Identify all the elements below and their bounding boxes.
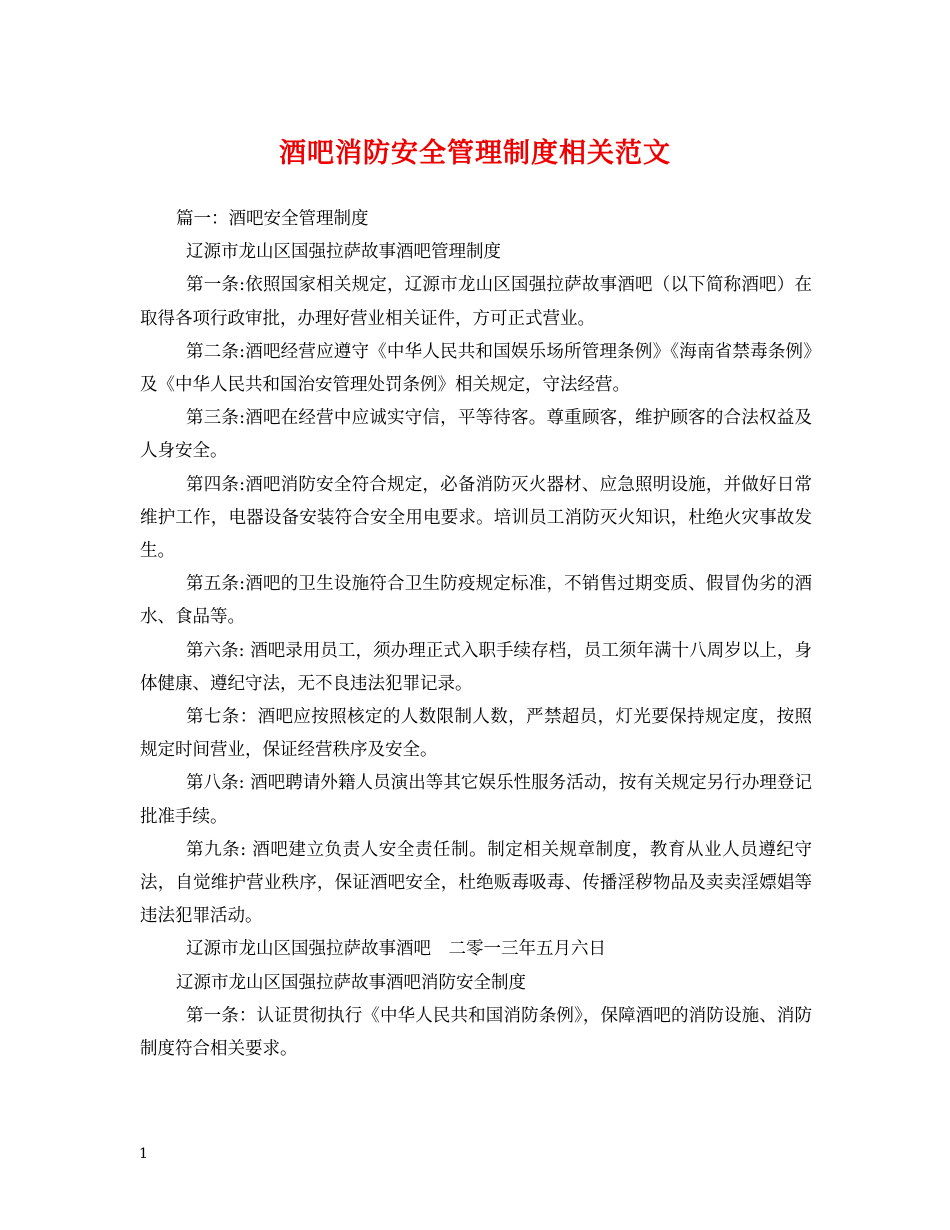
page-number: 1 [139,1146,148,1162]
article-paragraph: 第五条:酒吧的卫生设施符合卫生防疫规定标准，不销售过期变质、假冒伪劣的酒水、食品等。 [140,574,812,628]
article-paragraph: 第一条:依照国家相关规定，辽源市龙山区国强拉萨故事酒吧（以下简称酒吧）在取得各项行政审批，办理好营业相关证件，方可正式营业。 [140,275,812,329]
article-paragraph: 第一条：认证贯彻执行《中华人民共和国消防条例》，保障酒吧的消防设施、消防制度符合相关要求。 [140,1005,812,1060]
article-paragraph: 第三条:酒吧在经营中应诚实守信，平等待客。尊重顾客，维护顾客的合法权益及人身安全。 [140,408,812,462]
subsection-heading: 辽源市龙山区国强拉萨故事酒吧管理制度 [186,242,501,263]
section-heading: 篇一：酒吧安全管理制度 [176,209,369,229]
document-title: 酒吧消防安全管理制度相关范文 [279,138,671,169]
article-paragraph: 第六条: 酒吧录用员工，须办理正式入职手续存档，员工须年满十八周岁以上，身体健康、遵纪守法，无不良违法犯罪记录。 [140,640,812,694]
subsection-heading: 辽源市龙山区国强拉萨故事酒吧消防安全制度 [176,972,526,993]
signature-line: 辽源市龙山区国强拉萨故事酒吧 二零一三年五月六日 [186,939,606,960]
document-body [140,203,812,1066]
article-paragraph: 第二条:酒吧经营应遵守《中华人民共和国娱乐场所管理条例》《海南省禁毒条例》及《中华人民共和国治安管理处罚条例》相关规定，守法经营。 [140,341,812,396]
article-paragraph: 第七条：酒吧应按照核定的人数限制人数，严禁超员，灯光要保持规定度，按照规定时间营业，保证经营秩序及安全。 [140,707,812,761]
article-paragraph: 第八条: 酒吧聘请外籍人员演出等其它娱乐性服务活动，按有关规定另行办理登记批准手续。 [140,773,812,827]
article-paragraph: 第九条: 酒吧建立负责人安全责任制。制定相关规章制度，教育从业人员遵纪守法，自觉维护营业秩序，保证酒吧安全，杜绝贩毒吸毒、传播淫秽物品及卖卖淫嫖娼等违法犯罪活动。 [140,839,812,927]
article-paragraph: 第四条:酒吧消防安全符合规定，必备消防灭火器材、应急照明设施，并做好日常维护工作，电器设备安装符合安全用电要求。培训员工消防灭火知识，杜绝火灾事故发生。 [140,474,812,562]
